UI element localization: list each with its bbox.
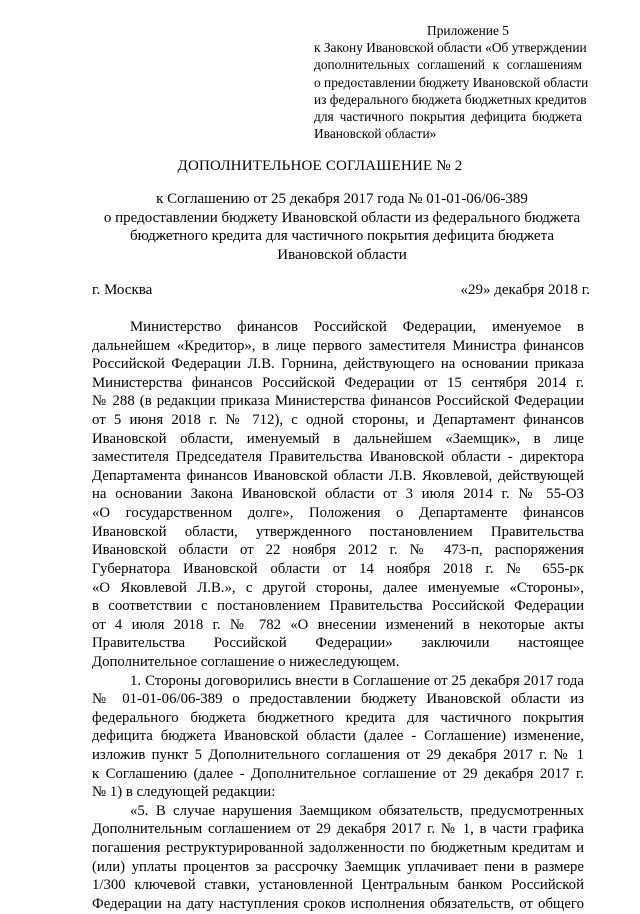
body-line: Министерства финансов Российской Федерации от 15 сентября 2014 г. bbox=[92, 374, 584, 391]
body-line: дальнейшем «Кредитор», в лице первого заместителя Министра финансов bbox=[92, 337, 584, 354]
subtitle-line: к Соглашению от 25 декабря 2017 года № 01-01-06/06-389 bbox=[156, 191, 528, 207]
body-line: погашения реструктурированной задолженности по бюджетным кредитам и bbox=[92, 840, 584, 857]
body-line: Дополнительным соглашением от 29 декабря 2017 г. № 1, в части графика bbox=[92, 821, 584, 838]
appendix-line: о предоставлении бюджету Ивановской области bbox=[314, 74, 589, 90]
body-line: «О Яковлевой Л.В.», с другой стороны, далее именуемые «Стороны», bbox=[92, 579, 584, 596]
document-title: ДОПОЛНИТЕЛЬНОЕ СОГЛАШЕНИЕ № 2 bbox=[177, 158, 463, 174]
agreement-date: «29» декабря 2018 г. bbox=[460, 282, 590, 298]
body-line: (или) уплаты процентов за рассрочку Заемщик уплачивает пени в размере bbox=[92, 858, 584, 875]
subtitle-line: бюджетного кредита для частичного покрытия дефицита бюджета bbox=[130, 228, 554, 245]
body-line: в соответствии с постановлением Правительства Российской Федерации bbox=[92, 598, 584, 615]
body-line: 1/300 ключевой ставки, установленной Центральным банком Российской bbox=[92, 877, 584, 894]
body-line: Ивановской области, утвержденного постановлением Правительства bbox=[92, 523, 584, 540]
appendix-note bbox=[314, 22, 589, 142]
body-line: Дополнительное соглашение о нижеследующем. bbox=[92, 653, 400, 670]
body-line: 1. Стороны договорились внести в Соглашение от 25 декабря 2017 года bbox=[130, 672, 584, 689]
body-line: от 4 июля 2018 г. № 782 «О внесении изменений в некоторые акты bbox=[92, 616, 584, 633]
body-line: изложив пункт 5 Дополнительного соглашения от 29 декабря 2017 г. № 1 bbox=[92, 747, 584, 764]
body-line: заместителя Председателя Правительства Ивановской области - директора bbox=[92, 449, 584, 466]
subtitle-line: о предоставлении бюджету Ивановской области из федерального бюджета bbox=[103, 209, 581, 226]
body-line: Российской Федерации Л.В. Горнина, действующего на основании приказа bbox=[92, 356, 584, 373]
body-line: от 5 июня 2018 г. № 712), с одной стороны, и Департамент финансов bbox=[92, 412, 584, 429]
appendix-line: Ивановской области» bbox=[314, 126, 437, 142]
body-line: Ивановской области от 22 ноября 2012 г. № 473-п, распоряжения bbox=[92, 542, 584, 559]
body-text bbox=[92, 318, 584, 914]
body-line: «О государственном долге», Положения о Департаменте финансов bbox=[92, 505, 584, 522]
body-line: Министерство финансов Российской Федерации, именуемое в bbox=[130, 319, 584, 335]
body-line: «5. В случае нарушения Заемщиком обязательств, предусмотренных bbox=[130, 802, 584, 819]
body-line: Департамента финансов Ивановской области Л.В. Яковлевой, действующей bbox=[92, 467, 584, 484]
appendix-line: к Закону Ивановской области «Об утверждении bbox=[314, 40, 587, 56]
body-line: Правительства Российской Федерации» заключили настоящее bbox=[92, 635, 584, 652]
body-line: на основании Закона Ивановской области от 3 июля 2014 г. № 55-ОЗ bbox=[92, 486, 584, 503]
body-line: № 01-01-06/06-389 о предоставлении бюджету Ивановской области из bbox=[92, 691, 584, 708]
appendix-line: из федерального бюджета бюджетных кредитов bbox=[314, 91, 587, 107]
body-line: Губернатора Ивановской области от 14 ноября 2018 г. № 655-рк bbox=[92, 560, 584, 577]
body-line: к Соглашению (далее - Дополнительное соглашение от 29 декабря 2017 г. bbox=[92, 765, 584, 782]
city: г. Москва bbox=[92, 282, 153, 298]
appendix-line: для частичного покрытия дефицита бюджета bbox=[314, 109, 582, 125]
body-line: № 1) в следующей редакции: bbox=[92, 784, 276, 801]
appendix-number: Приложение 5 bbox=[427, 23, 509, 38]
document-subtitle bbox=[92, 190, 592, 264]
body-line: Федерации на дату наступления сроков исполнения обязательств, от общего bbox=[92, 895, 584, 912]
body-line: дефицита бюджета Ивановской области (далее - Соглашение) изменение, bbox=[92, 728, 584, 745]
body-line: Ивановской области, именуемый в дальнейшем «Заемщик», в лице bbox=[92, 430, 584, 447]
body-line: федерального бюджета бюджетного кредита для частичного покрытия bbox=[92, 709, 584, 726]
appendix-line: дополнительных соглашений к соглашениям bbox=[314, 57, 582, 73]
subtitle-line: Ивановской области bbox=[277, 246, 407, 263]
body-line: № 288 (в редакции приказа Министерства финансов Российской Федерации bbox=[92, 393, 584, 410]
